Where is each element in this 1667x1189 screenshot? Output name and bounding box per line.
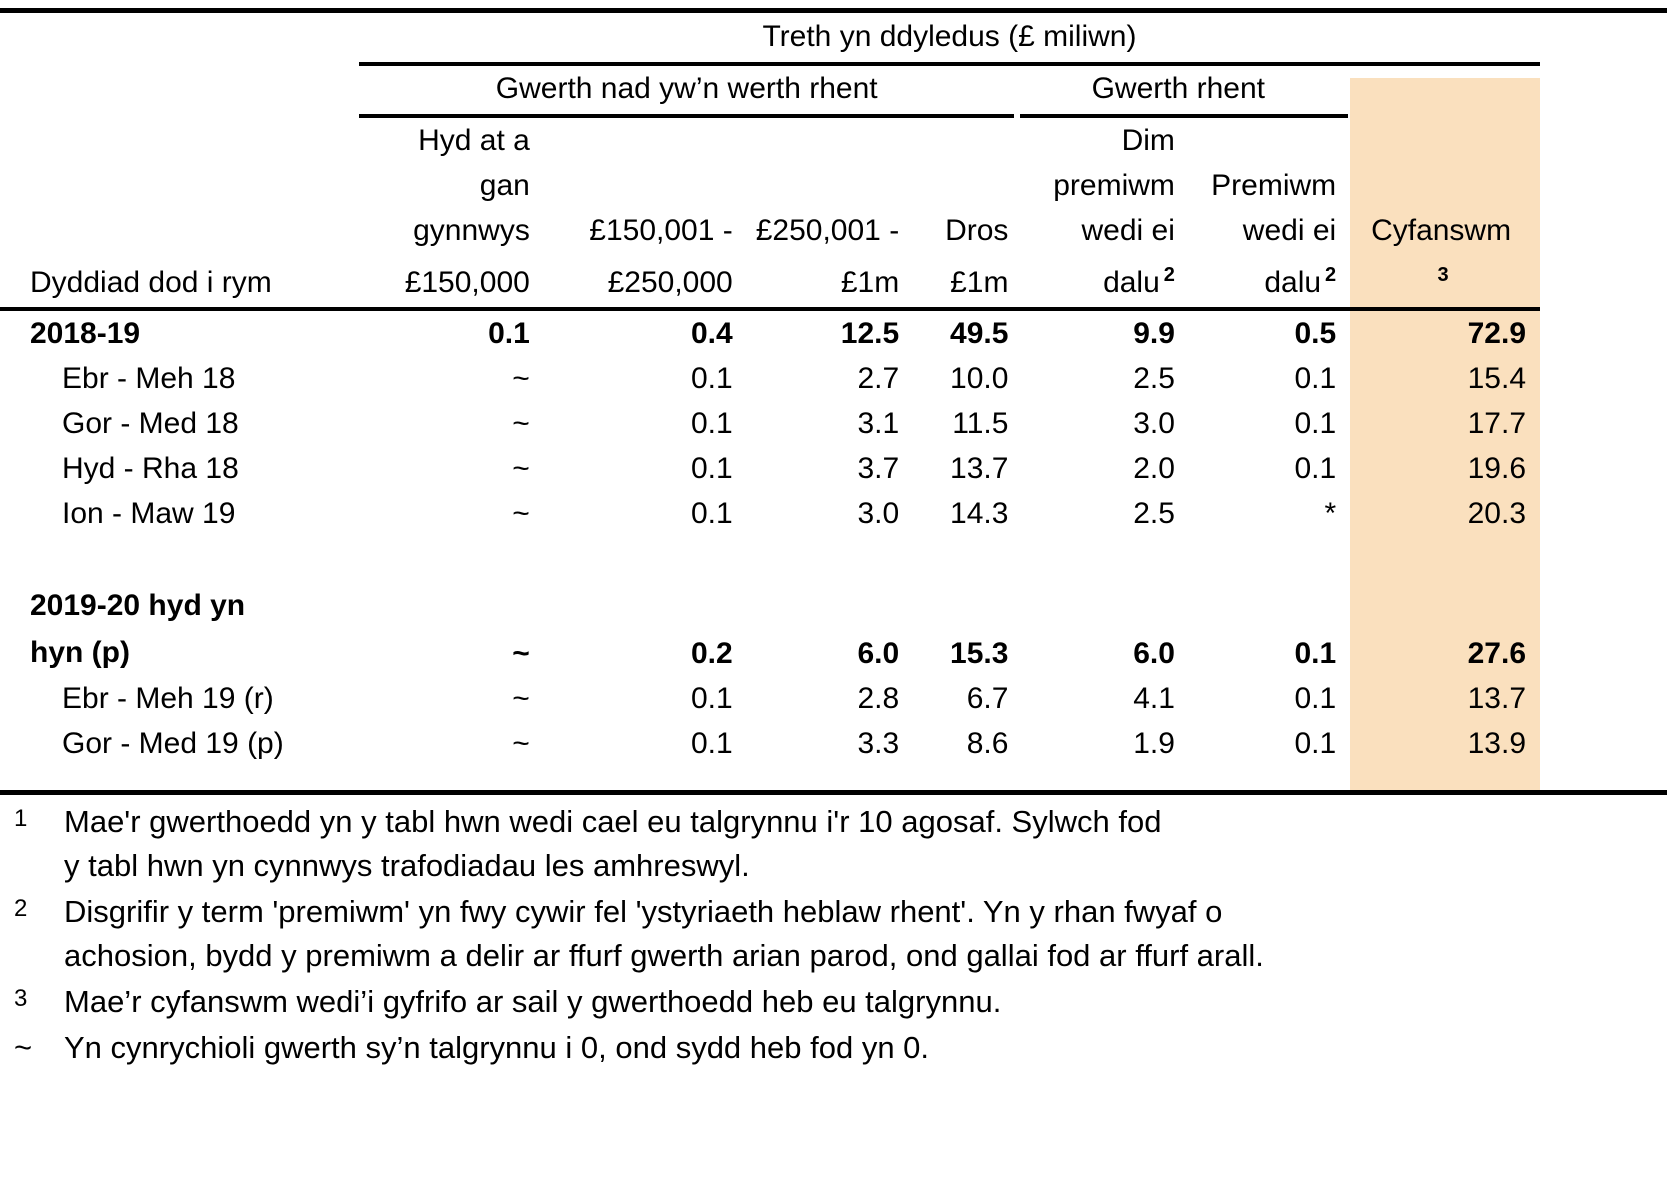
- cell-band1m: 3.3: [857, 727, 900, 760]
- cell-over1m: 8.6: [966, 727, 1009, 760]
- table-row: [0, 676, 1540, 721]
- spacer-cell: [739, 536, 905, 582]
- cell-band1m: 3.1: [857, 407, 900, 440]
- cell-band1m: 2.8: [857, 682, 900, 715]
- column-header-line-2: [0, 163, 1540, 208]
- cell-nopremium: 6.0: [1133, 637, 1175, 670]
- cell-band1m: 3.7: [857, 452, 900, 485]
- col-header-label-blank1: [0, 118, 359, 163]
- spacer-cell: [1181, 536, 1342, 582]
- cell-band250: 0.1: [691, 497, 733, 530]
- col-header-total-blank2: [1342, 163, 1540, 208]
- table-row: [0, 401, 1540, 446]
- cell-total: 17.7: [1467, 407, 1526, 440]
- cell-band1m: 12.5: [840, 317, 900, 350]
- spacer-cell: [1014, 536, 1180, 582]
- table-row: [0, 491, 1540, 536]
- cell-band1m: 6.0: [857, 637, 900, 670]
- footnote-3-body: [64, 980, 1001, 1024]
- cell-band250: 0.2: [691, 637, 733, 670]
- cell-total: 15.4: [1467, 362, 1526, 395]
- spacer-cell: [359, 536, 536, 582]
- footnote-1-line2: y tabl hwn yn cynnwys trafodiadau les amhreswyl.: [64, 848, 750, 883]
- col-header-premium-line1: Premiwm: [1211, 169, 1337, 202]
- col-header-label-blank2: [0, 163, 359, 208]
- row-label: Gor - Med 18: [62, 407, 239, 440]
- col-header-band250-line1: £150,001 -: [589, 214, 733, 247]
- col-header-over1m-blank2: [905, 163, 1014, 208]
- footnote-1-line1: Mae'r gwerthoedd yn y tabl hwn wedi cael eu talgrynnu i'r 10 agosaf. Sylwch fod: [64, 804, 1162, 839]
- footnote-3: [8, 980, 1648, 1024]
- table-row: [0, 446, 1540, 491]
- footnote-2-line2: achosion, bydd y premiwm a delir ar ffurf gwerth arian parod, ond gallai fod ar ffurf arall.: [64, 938, 1264, 973]
- col-header-row-label: Dyddiad dod i rym: [30, 266, 272, 299]
- footnote-2-body: [64, 890, 1264, 978]
- col-header-premium-footnote-ref: 2: [1325, 264, 1337, 286]
- footnote-2-line1: Disgrifir y term 'premiwm' yn fwy cywir fel 'ystyriaeth heblaw rhent'. Yn y rhan fwyaf o: [64, 894, 1223, 929]
- table-row: [0, 582, 1540, 676]
- col-header-upto150-line2: gan: [479, 169, 530, 202]
- cell-over1m: 13.7: [950, 452, 1009, 485]
- col-header-nopremium-footnote-ref: 2: [1163, 264, 1175, 286]
- cell-upto150: ~: [512, 497, 530, 530]
- cell-premium: 0.1: [1294, 727, 1337, 760]
- cell-band1m: 3.0: [857, 497, 900, 530]
- row-label: [0, 582, 359, 676]
- col-header-band1m-line1: £250,001 -: [755, 214, 900, 247]
- cell-premium: 0.1: [1294, 637, 1337, 670]
- cell-premium: 0.1: [1294, 452, 1337, 485]
- col-header-premium-blank1: [1181, 118, 1342, 163]
- footnote-2: [8, 890, 1648, 978]
- group-header-total-pad: [1342, 66, 1540, 113]
- col-header-band1m-blank2: [739, 163, 905, 208]
- cell-total: 13.7: [1467, 682, 1526, 715]
- row-label-line2: hyn (p): [30, 636, 130, 669]
- table-spacer-row: [0, 536, 1540, 582]
- footnote-3-marker: 3: [14, 985, 28, 1012]
- cell-upto150: ~: [512, 727, 530, 760]
- col-header-band1m-line2: £1m: [840, 266, 900, 299]
- col-header-total-footnote-cell: [1342, 253, 1540, 305]
- cell-upto150: ~: [512, 682, 530, 715]
- row-label: 2018-19: [30, 317, 141, 350]
- cell-premium: 0.1: [1294, 407, 1337, 440]
- cell-band250: 0.1: [691, 407, 733, 440]
- group-header-pad: [0, 66, 359, 113]
- cell-nopremium: 1.9: [1133, 727, 1175, 760]
- col-header-over1m-line2: £1m: [950, 266, 1009, 299]
- cell-over1m: 15.3: [950, 637, 1009, 670]
- col-header-premium-text: dalu: [1264, 266, 1322, 299]
- col-header-band250-blank2: [536, 163, 739, 208]
- cell-upto150: 0.1: [488, 317, 530, 350]
- column-header-line-4: [0, 253, 1540, 305]
- col-header-total-footnote-ref: 3: [1437, 264, 1449, 286]
- cell-premium: 0.5: [1294, 317, 1337, 350]
- cell-nopremium: 2.5: [1133, 497, 1175, 530]
- cell-premium: *: [1324, 497, 1337, 530]
- cell-band250: 0.4: [691, 317, 733, 350]
- spacer-cell: [1342, 536, 1540, 582]
- col-header-upto150-line3: gynnwys: [413, 214, 530, 247]
- row-label: Ebr - Meh 18: [62, 362, 236, 395]
- cell-over1m: 10.0: [950, 362, 1009, 395]
- footnote-3-line1: Mae’r cyfanswm wedi’i gyfrifo ar sail y gwerthoedd heb eu talgrynnu.: [64, 984, 1002, 1019]
- spanner-title: Treth yn ddyledus (£ miliwn): [762, 20, 1137, 53]
- table-row: [0, 721, 1540, 766]
- cell-total: 13.9: [1467, 727, 1526, 760]
- cell-nopremium: 3.0: [1133, 407, 1175, 440]
- cell-premium: 0.1: [1294, 362, 1337, 395]
- footnote-1-body: [64, 800, 1161, 888]
- cell-over1m: 6.7: [966, 682, 1009, 715]
- column-header-line-1: [0, 118, 1540, 163]
- col-header-premium-line3: [1181, 253, 1342, 305]
- col-header-band250-blank1: [536, 118, 739, 163]
- tax-due-table: [0, 14, 1540, 766]
- table-row: [0, 356, 1540, 401]
- spacer-cell: [536, 536, 739, 582]
- cell-nopremium: 2.0: [1133, 452, 1175, 485]
- col-header-premium-line2: wedi ei: [1242, 214, 1337, 247]
- cell-upto150: ~: [512, 362, 530, 395]
- footnote-tilde: [8, 1026, 1648, 1070]
- cell-over1m: 49.5: [950, 317, 1009, 350]
- row-label: Ion - Maw 19: [62, 497, 236, 530]
- group-header-non-rent: Gwerth nad yw’n werth rhent: [495, 72, 878, 105]
- col-header-over1m-line1: Dros: [945, 214, 1009, 247]
- footnote-1: [8, 800, 1648, 888]
- table-bottom-rule: [0, 790, 1667, 795]
- row-label-line1: 2019-20 hyd yn: [30, 589, 246, 622]
- col-header-total-blank1: [1342, 118, 1540, 163]
- spacer-cell: [905, 536, 1014, 582]
- spanner-title-row: [0, 14, 1540, 61]
- col-header-upto150-line1: Hyd at a: [418, 124, 530, 157]
- cell-band1m: 2.7: [857, 362, 900, 395]
- cell-nopremium: 9.9: [1133, 317, 1175, 350]
- col-header-nopremium-line1: Dim: [1121, 124, 1175, 157]
- cell-total: 20.3: [1467, 497, 1526, 530]
- footnote-2-marker: 2: [14, 895, 28, 922]
- col-header-nopremium-line4: [1014, 253, 1180, 305]
- cell-total: 19.6: [1467, 452, 1526, 485]
- spacer-cell: [0, 536, 359, 582]
- cell-band250: 0.1: [691, 452, 733, 485]
- footnote-tilde-marker: ~: [14, 1030, 33, 1065]
- col-header-nopremium-line2: premiwm: [1053, 169, 1175, 202]
- footnote-tilde-line1: Yn cynrychioli gwerth sy’n talgrynnu i 0, ond sydd heb fod yn 0.: [64, 1030, 930, 1065]
- cell-band250: 0.1: [691, 727, 733, 760]
- table-top-rule: [0, 8, 1667, 13]
- cell-premium: 0.1: [1294, 682, 1337, 715]
- cell-total: 27.6: [1467, 637, 1526, 670]
- cell-nopremium: 4.1: [1133, 682, 1175, 715]
- cell-upto150: ~: [512, 407, 530, 440]
- cell-upto150: ~: [512, 637, 530, 670]
- cell-upto150: ~: [512, 452, 530, 485]
- row-label: Ebr - Meh 19 (r): [62, 682, 274, 715]
- cell-over1m: 11.5: [952, 407, 1009, 440]
- col-header-upto150-line4: £150,000: [404, 266, 530, 299]
- cell-band250: 0.1: [691, 362, 733, 395]
- spanner-title-pad: [0, 14, 359, 61]
- column-header-line-3: [0, 208, 1540, 253]
- group-header-row: [0, 66, 1540, 113]
- footnote-tilde-body: [64, 1026, 929, 1070]
- cell-nopremium: 2.5: [1133, 362, 1175, 395]
- cell-over1m: 14.3: [950, 497, 1009, 530]
- col-header-nopremium-text: dalu: [1103, 266, 1160, 299]
- col-header-over1m-blank1: [905, 118, 1014, 163]
- col-header-band250-line2: £250,000: [607, 266, 733, 299]
- footnote-1-marker: 1: [14, 805, 28, 832]
- row-label: Gor - Med 19 (p): [62, 727, 284, 760]
- col-header-band1m-blank1: [739, 118, 905, 163]
- cell-total: 72.9: [1467, 317, 1526, 350]
- col-header-total-label: Cyfanswm: [1371, 214, 1512, 247]
- cell-band250: 0.1: [691, 682, 733, 715]
- footnotes-block: [8, 800, 1648, 1072]
- table-row: [0, 311, 1540, 356]
- row-label: Hyd - Rha 18: [62, 452, 239, 485]
- col-header-label-blank3: [0, 208, 359, 253]
- col-header-nopremium-line3: wedi ei: [1081, 214, 1175, 247]
- group-header-rent: Gwerth rhent: [1091, 72, 1266, 105]
